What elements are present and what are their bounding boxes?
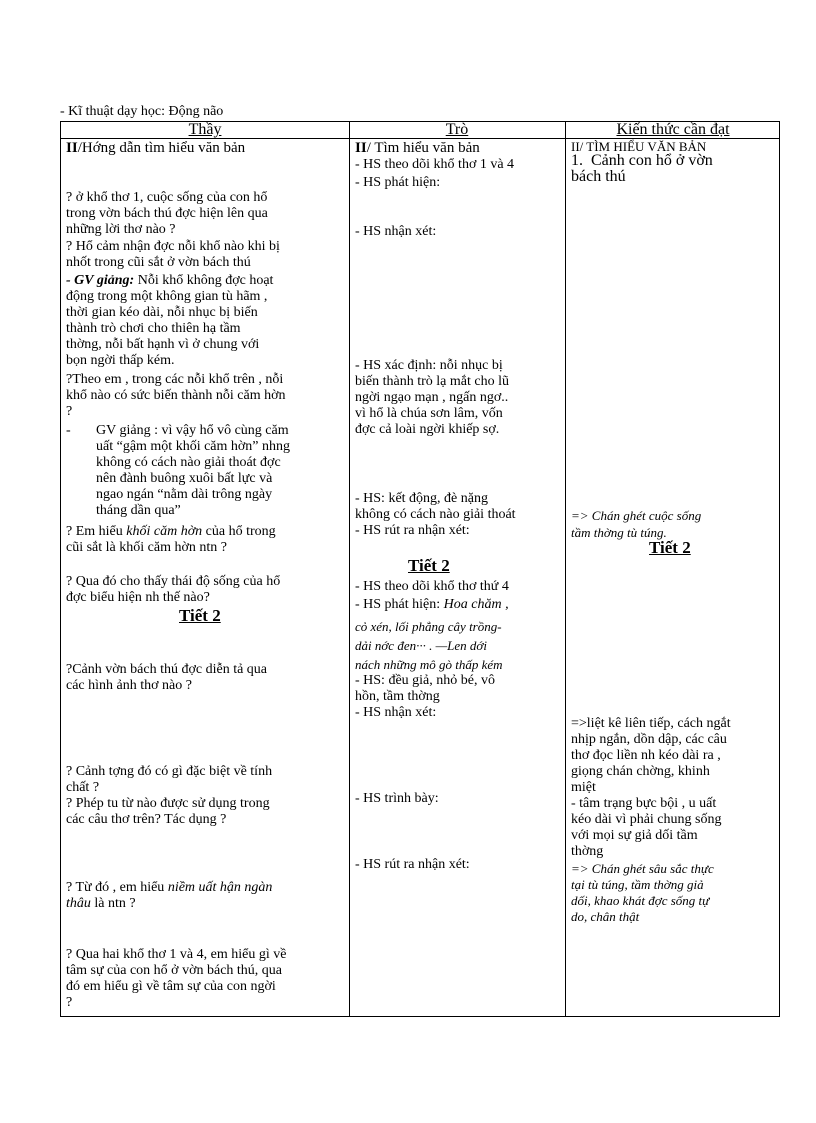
kt-conclusion-2: => Chán ghét sâu sắc thực tại tù túng, tầm thờng giả dối, khao khát đợc sống tự do, chân thật bbox=[571, 861, 714, 924]
question-1: ? ở khổ thơ 1, cuộc sống của con hổ trong vờn bách thú đợc hiện lên qua những lời thơ nào ? bbox=[66, 190, 268, 237]
tro-line-7-quote: cỏ xén, lối phẳng cây trồng- dải nớc đen··· . —Len dới nách những mô gò thấp kém bbox=[355, 619, 503, 672]
tro-line-8: - HS: đều giả, nhỏ bé, vô hồn, tầm thờng - HS nhận xét: bbox=[355, 673, 495, 720]
tro-section-heading: II/ Tìm hiểu văn bản bbox=[355, 140, 480, 156]
tro-line-9: - HS trình bày: bbox=[355, 791, 439, 806]
kt-tiet-2-label: Tiết 2 bbox=[649, 538, 691, 557]
tro-line-10: - HS rút ra nhận xét: bbox=[355, 857, 470, 872]
tro-line-5: - HS: kết động, đè nặng không có cách nào giải thoát - HS rút ra nhận xét: bbox=[355, 491, 516, 538]
question-6: ?Cảnh vờn bách thú đợc diễn tả qua các hình ảnh thơ nào ? bbox=[66, 662, 268, 693]
gv-giang-2: GV giảng : vì vậy hổ vô cùng căm uất “gậm một khối căm hờn” nhng không có cách nào giải thoát đợc nên đành buông xuôi bất lực và ngao ngán “nằm dài trông ngày tháng dần qua” bbox=[96, 423, 291, 518]
tro-line-1: - HS theo dõi khổ thơ 1 và 4 bbox=[355, 157, 515, 172]
kt-note-1: =>liệt kê liên tiếp, cách ngắt nhịp ngắn, dồn dập, các câu thơ đọc liền nh kéo dài ra , giọng chán chờng, khinh miệt - tâm trạng bực bội , u uất kéo dài vì phải chung sống với mọi sự giả dối tầm thờng bbox=[571, 716, 731, 859]
header-kien-thuc: Kiến thức cần đạt bbox=[616, 121, 730, 138]
tro-line-4: - HS xác định: nỗi nhục bị biến thành trò lạ mắt cho lũ ngời ngạo mạn , ngấn ngơ.. vì hổ là chúa sơn lâm, vốn đợc cả loài ngời khiếp sợ. bbox=[355, 358, 509, 437]
kien-thuc-column bbox=[571, 140, 775, 1010]
question-3: ?Theo em , trong các nỗi khổ trên , nỗi khổ nào có sức biến thành nỗi căm hờn ? bbox=[66, 372, 286, 419]
column-divider bbox=[565, 122, 566, 1016]
thay-column bbox=[66, 140, 342, 1010]
question-9: ? Qua hai khổ thơ 1 và 4, em hiểu gì về tâm sự của con hổ ở vờn bách thú, qua đó em hiểu gì về tâm sự của con ngời ? bbox=[66, 947, 287, 1010]
tro-line-3: - HS nhận xét: bbox=[355, 224, 437, 239]
thay-section-heading: II/Hớng dẫn tìm hiểu văn bản bbox=[66, 140, 246, 156]
gv-giang-1: - GV giảng: Nỗi khổ không đợc hoạt động trong một không gian tù hãm , thời gian kéo dài, nỗi nhục bị biến thành trò chơi cho thiên hạ tầm thờng, nỗi bất hạnh vì ở chung với bọn ngời thấp kém. bbox=[66, 273, 274, 368]
question-7: ? Cảnh tợng đó có gì đặc biệt về tính chất ? ? Phép tu từ nào được sử dụng trong các câu thơ trên? Tác dụng ? bbox=[66, 764, 273, 827]
kt-conclusion-1: => Chán ghét cuộc sống tầm thờng tù túng. bbox=[571, 508, 702, 540]
tro-line-6: - HS theo dõi khổ thơ thứ 4 bbox=[355, 579, 509, 594]
question-2: ? Hổ cảm nhận đợc nỗi khổ nào khi bị nhốt trong cũi sắt ở vờn bách thú bbox=[66, 239, 280, 270]
gv-giang-2-dash: - bbox=[66, 423, 71, 438]
question-4: ? Em hiểu khối căm hờn của hổ trong cũi sắt là khối căm hờn ntn ? bbox=[66, 524, 276, 555]
question-8: ? Từ đó , em hiểu niềm uất hận ngàn thâu là ntn ? bbox=[66, 880, 273, 911]
tro-column bbox=[355, 140, 559, 1010]
header-tro: Trò bbox=[445, 121, 469, 138]
lesson-table bbox=[60, 121, 780, 1017]
kt-section-heading: II/ TÌM HIỂU VĂN BẢN bbox=[571, 139, 707, 154]
tro-line-7: - HS phát hiện: Hoa chăm , bbox=[355, 597, 509, 612]
teaching-technique-line: - Kĩ thuật dạy học: Động não bbox=[60, 104, 224, 119]
tiet-2-label: Tiết 2 bbox=[179, 606, 221, 625]
header-thay: Thầy bbox=[188, 121, 222, 138]
column-divider bbox=[349, 122, 350, 1016]
kt-subsection-1: 1. Cảnh con hổ ở vờn bách thú bbox=[571, 152, 713, 185]
tro-line-2: - HS phát hiện: bbox=[355, 175, 441, 190]
question-5: ? Qua đó cho thấy thái độ sống của hổ đợc biểu hiện nh thế nào? bbox=[66, 574, 281, 605]
tro-tiet-2-label: Tiết 2 bbox=[408, 556, 450, 575]
